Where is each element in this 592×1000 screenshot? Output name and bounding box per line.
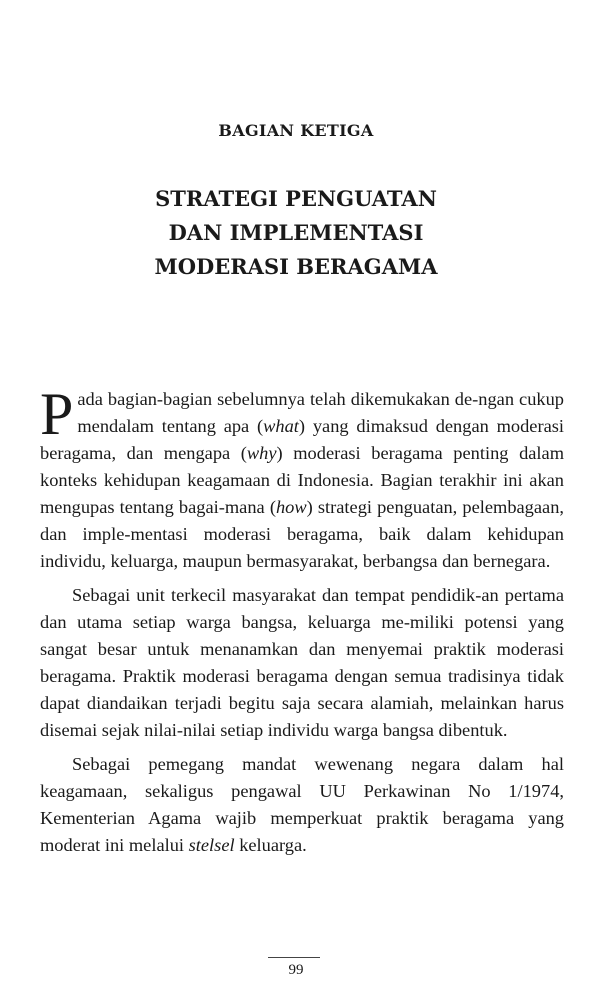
page-number: 99 [288, 962, 304, 978]
paragraph-1-text-a: ada bagian-bagian sebelumnya telah dikemukakan de-ngan cukup mendalam tentang apa ( [77, 389, 564, 436]
paragraph-1-text-c: ) moderasi beragama penting dalam konteks kehidupan keagamaan di Indonesia. Bagian terakhir ini akan mengupas tentang bagai-mana ( [40, 443, 564, 517]
paragraph-1-text-d: ) strategi penguatan, pelembagaan, dan imple-mentasi moderasi beragama, baik dalam kehidupan individu, keluarga, maupun bermasyarakat, berbangsa dan bernegara. [40, 497, 564, 571]
chapter-title-line-3: MODERASI BERAGAMA [154, 254, 438, 279]
chapter-title [0, 182, 592, 284]
italic-why: why [246, 443, 277, 463]
chapter-title-line-1: STRATEGI PENGUATAN [155, 186, 437, 211]
italic-stelsel: stelsel [188, 835, 235, 855]
paragraph-3-text-b: keluarga. [234, 835, 307, 855]
paragraph-3 [40, 751, 564, 859]
body-text [40, 381, 565, 866]
italic-how: how [275, 497, 307, 517]
chapter-title-line-2: DAN IMPLEMENTASI [168, 220, 424, 245]
paragraph-1-text-b: ) yang dimaksud dengan moderasi beragama, dan mengapa ( [40, 416, 565, 463]
italic-what: what [263, 416, 299, 436]
paragraph-3-text-a: Sebagai pemegang mandat wewenang negara dalam hal keagamaan, sekaligus pengawal UU Perkawinan No 1/1974, Kementerian Agama wajib memperkuat praktik beragama yang moderat ini melalui [40, 754, 564, 855]
part-label: BAGIAN KETIGA [218, 121, 374, 140]
drop-cap: P [40, 381, 74, 447]
paragraph-1 [40, 381, 565, 575]
paragraph-2: Sebagai unit terkecil masyarakat dan tempat pendidik-an pertama dan utama setiap warga bangsa, keluarga me-miliki potensi yang sangat besar untuk menanamkan dan menyemai praktik moderasi beragama. Praktik moderasi beragama dengan semua tradisinya tidak dapat diandaikan terjadi begitu saja secara alamiah, melainkan harus disemai sejak nilai-nilai setiap individu warga bangsa dibentuk. [40, 585, 564, 740]
page-number-rule [268, 957, 320, 958]
